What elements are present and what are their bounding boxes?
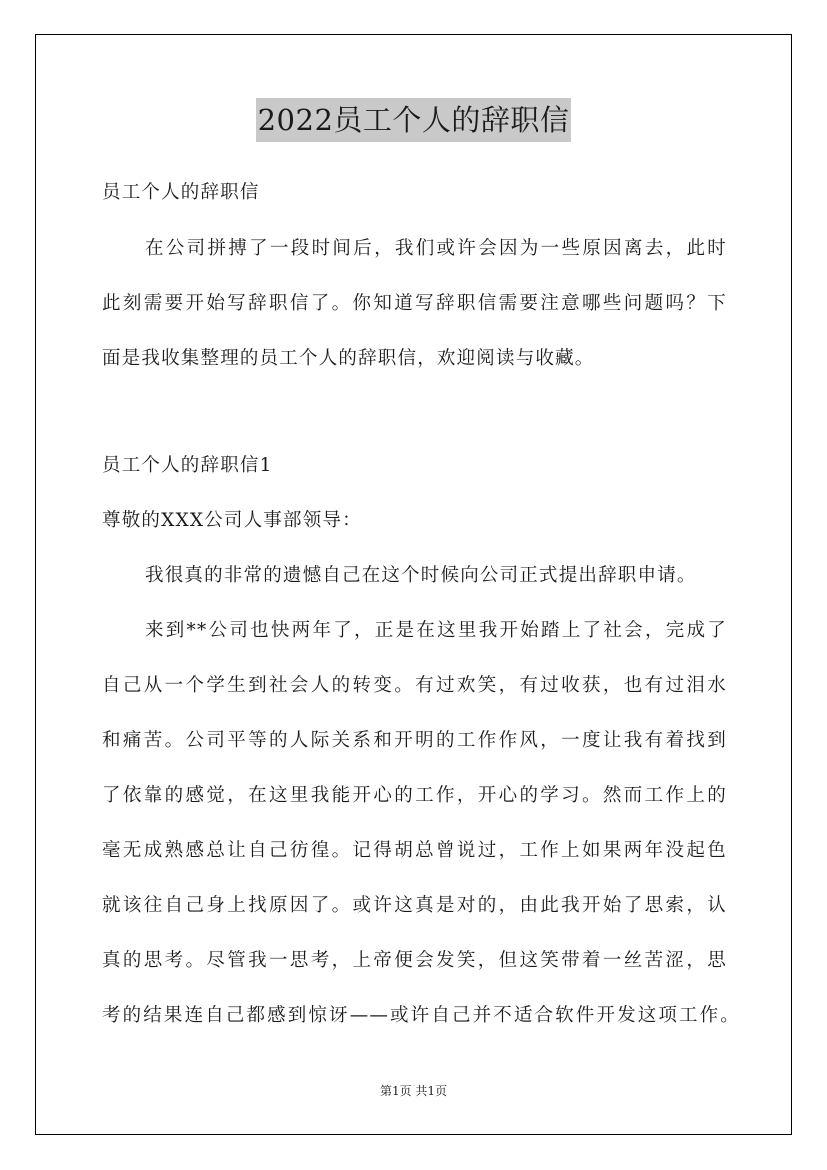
- title-container: [0, 98, 827, 142]
- salutation: 尊敬的XXX公司人事部领导：: [102, 510, 362, 531]
- paragraph-line: 毫无成熟感总让自己彷徨。记得胡总曾说过，工作上如果两年没起色: [102, 840, 727, 861]
- paragraph-line: 就该往自己身上找原因了。或许这真是对的，由此我开始了思索，认: [102, 895, 727, 916]
- paragraph-line: 此刻需要开始写辞职信了。你知道写辞职信需要注意哪些问题吗？下: [102, 293, 727, 314]
- paragraph-line: 我很真的非常的遗憾自己在这个时候向公司正式提出辞职申请。: [145, 565, 697, 586]
- document-title: 2022员工个人的辞职信: [256, 98, 572, 142]
- paragraph-line: 来到**公司也快两年了，正是在这里我开始踏上了社会，完成了: [145, 620, 727, 641]
- paragraph-line: 考的结果连自己都感到惊讶——或许自己并不适合软件开发这项工作。: [102, 1005, 740, 1026]
- paragraph-line: 面是我收集整理的员工个人的辞职信，欢迎阅读与收藏。: [102, 348, 595, 369]
- letter-heading: 员工个人的辞职信1: [102, 455, 273, 476]
- paragraph-line: 真的思考。尽管我一思考，上帝便会发笑，但这笑带着一丝苦涩，思: [102, 950, 727, 971]
- page-number: 第1页 共1页: [379, 1084, 448, 1098]
- paragraph-line: 了依靠的感觉，在这里我能开心的工作，开心的学习。然而工作上的: [102, 785, 727, 806]
- section-heading: 员工个人的辞职信: [102, 182, 260, 203]
- paragraph-line: 在公司拼搏了一段时间后，我们或许会因为一些原因离去，此时: [145, 238, 727, 259]
- paragraph-line: 和痛苦。公司平等的人际关系和开明的工作作风，一度让我有着找到: [102, 730, 727, 751]
- paragraph-line: 自己从一个学生到社会人的转变。有过欢笑，有过收获，也有过泪水: [102, 675, 727, 696]
